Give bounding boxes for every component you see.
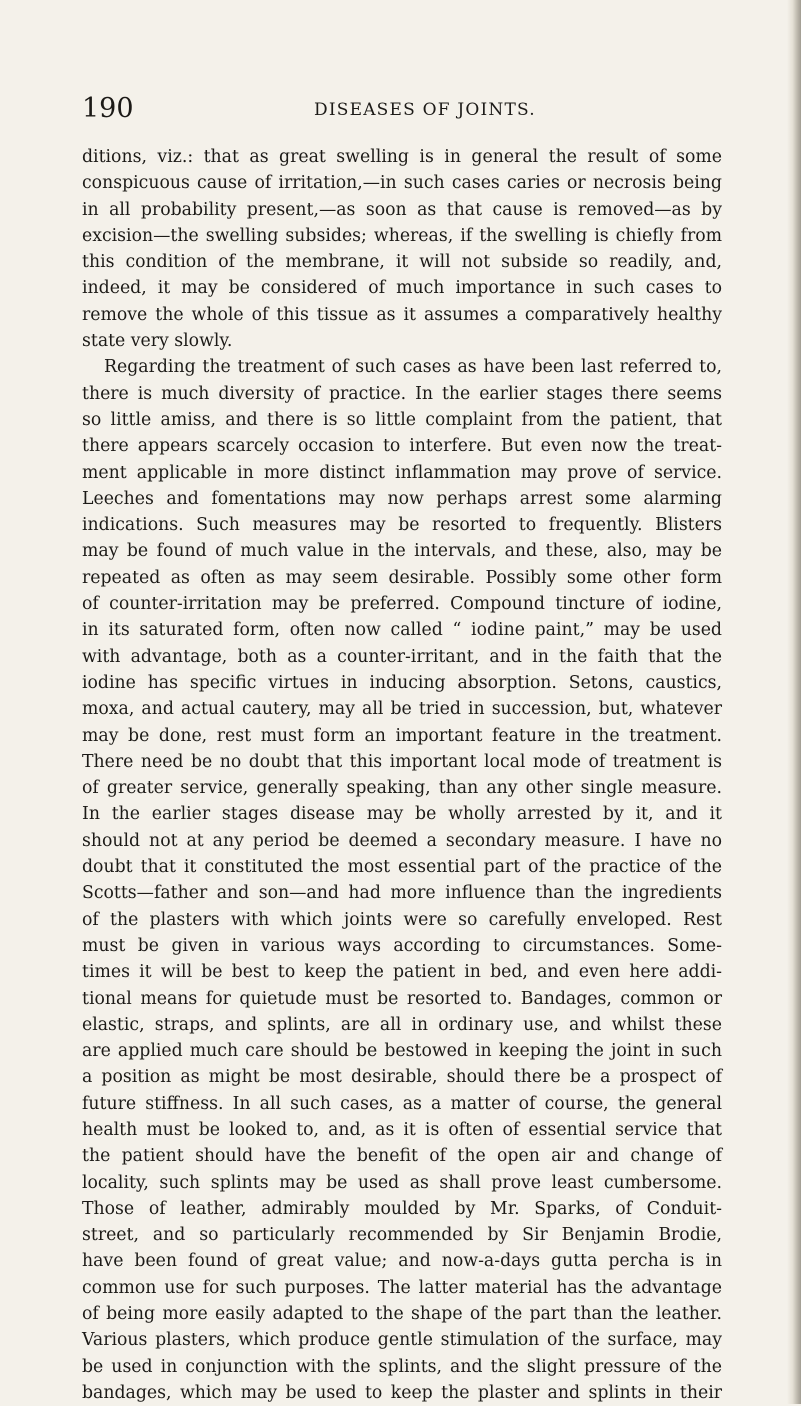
text-line: with advantage, both as a counter-irritant, and in the faith that the xyxy=(82,646,722,667)
text-line: In the earlier stages disease may be wholly arrested by it, and it xyxy=(82,804,722,825)
text-line: in its saturated form, often now called “ iodine paint,” may be used xyxy=(82,620,722,641)
text-line: conspicuous cause of irritation,—in such cases caries or necrosis being xyxy=(82,173,722,194)
text-line: Those of leather, admirably moulded by Mr. Sparks, of Conduit- xyxy=(82,1198,722,1219)
text-line: locality, such splints may be used as shall prove least cumbersome. xyxy=(82,1172,722,1193)
text-line: are applied much care should be bestowed in keeping the joint in such xyxy=(82,1041,722,1062)
text-line: tional means for quietude must be resorted to. Bandages, common or xyxy=(82,988,722,1009)
text-line: bandages, which may be used to keep the plaster and splints in their xyxy=(82,1382,722,1403)
text-line: Various plasters, which produce gentle stimulation of the surface, may xyxy=(82,1330,722,1351)
text-line: may be found of much value in the intervals, and these, also, may be xyxy=(82,541,722,562)
body-text xyxy=(82,144,722,1406)
text-line: must be given in various ways according to circumstances. Some- xyxy=(82,935,722,956)
text-line: in all probability present,—as soon as that cause is removed—as by xyxy=(82,199,722,220)
text-line: times it will be best to keep the patient in bed, and even here addi- xyxy=(82,962,722,983)
text-line: should not at any period be deemed a secondary measure. I have no xyxy=(82,830,722,851)
text-line: doubt that it constituted the most essential part of the practice of the xyxy=(82,857,722,878)
text-line: so little amiss, and there is so little complaint from the patient, that xyxy=(82,409,722,430)
running-title: DISEASES OF JOINTS. xyxy=(314,100,536,120)
page-edge-shadow xyxy=(787,0,801,1404)
text-line: Scotts—father and son—and had more influence than the ingredients xyxy=(82,883,722,904)
text-line: indeed, it may be considered of much importance in such cases to xyxy=(82,278,722,299)
text-line: ment applicable in more distinct inflammation may prove of service. xyxy=(82,462,722,483)
text-line: common use for such purposes. The latter material has the advantage xyxy=(82,1277,722,1298)
text-line: of the plasters with which joints were so carefully enveloped. Rest xyxy=(82,909,722,930)
text-line: the patient should have the benefit of the open air and change of xyxy=(82,1146,722,1167)
text-line: ditions, viz.: that as great swelling is in general the result of some xyxy=(82,147,722,167)
text-line: of being more easily adapted to the shape of the part than the leather. xyxy=(82,1304,722,1325)
text-line: elastic, straps, and splints, are all in ordinary use, and whilst these xyxy=(82,1014,722,1035)
text-line: moxa, and actual cautery, may all be tried in succession, but, whatever xyxy=(82,699,722,720)
text-line: remove the whole of this tissue as it assumes a comparatively healthy xyxy=(82,304,722,325)
text-line: there is much diversity of practice. In the earlier stages there seems xyxy=(82,383,722,404)
text-line: a position as might be most desirable, should there be a prospect of xyxy=(82,1067,722,1088)
text-line: Leeches and fomentations may now perhaps arrest some alarming xyxy=(82,488,722,509)
paragraph-first-line: Regarding the treatment of such cases as have been last referred to, xyxy=(104,357,722,378)
text-line: state very slowly. xyxy=(82,331,233,352)
text-line: may be done, rest must form an important feature in the treatment. xyxy=(82,725,722,746)
text-line: of greater service, generally speaking, than any other single measure. xyxy=(82,778,722,799)
text-line: have been found of great value; and now-a-days gutta percha is in xyxy=(82,1251,722,1272)
text-line: repeated as often as may seem desirable. Possibly some other form xyxy=(82,567,722,588)
text-line: future stiffness. In all such cases, as a matter of course, the general xyxy=(82,1093,722,1114)
text-line: indications. Such measures may be resorted to frequently. Blisters xyxy=(82,515,722,536)
page-number: 190 xyxy=(82,93,134,124)
text-line: health must be looked to, and, as it is often of essential service that xyxy=(82,1119,722,1140)
page-header xyxy=(82,92,722,126)
text-line: this condition of the membrane, it will not subside so readily, and, xyxy=(82,252,722,273)
text-line: of counter-irritation may be preferred. Compound tincture of iodine, xyxy=(82,594,722,615)
text-line: There need be no doubt that this important local mode of treatment is xyxy=(82,751,722,772)
text-line: there appears scarcely occasion to interfere. But even now the treat- xyxy=(82,436,722,457)
text-line: be used in conjunction with the splints, and the slight pressure of the xyxy=(82,1356,722,1377)
text-line: street, and so particularly recommended by Sir Benjamin Brodie, xyxy=(82,1225,722,1246)
text-line: excision—the swelling subsides; whereas, if the swelling is chiefly from xyxy=(82,225,722,246)
text-line: iodine has specific virtues in inducing absorption. Setons, caustics, xyxy=(82,672,722,693)
